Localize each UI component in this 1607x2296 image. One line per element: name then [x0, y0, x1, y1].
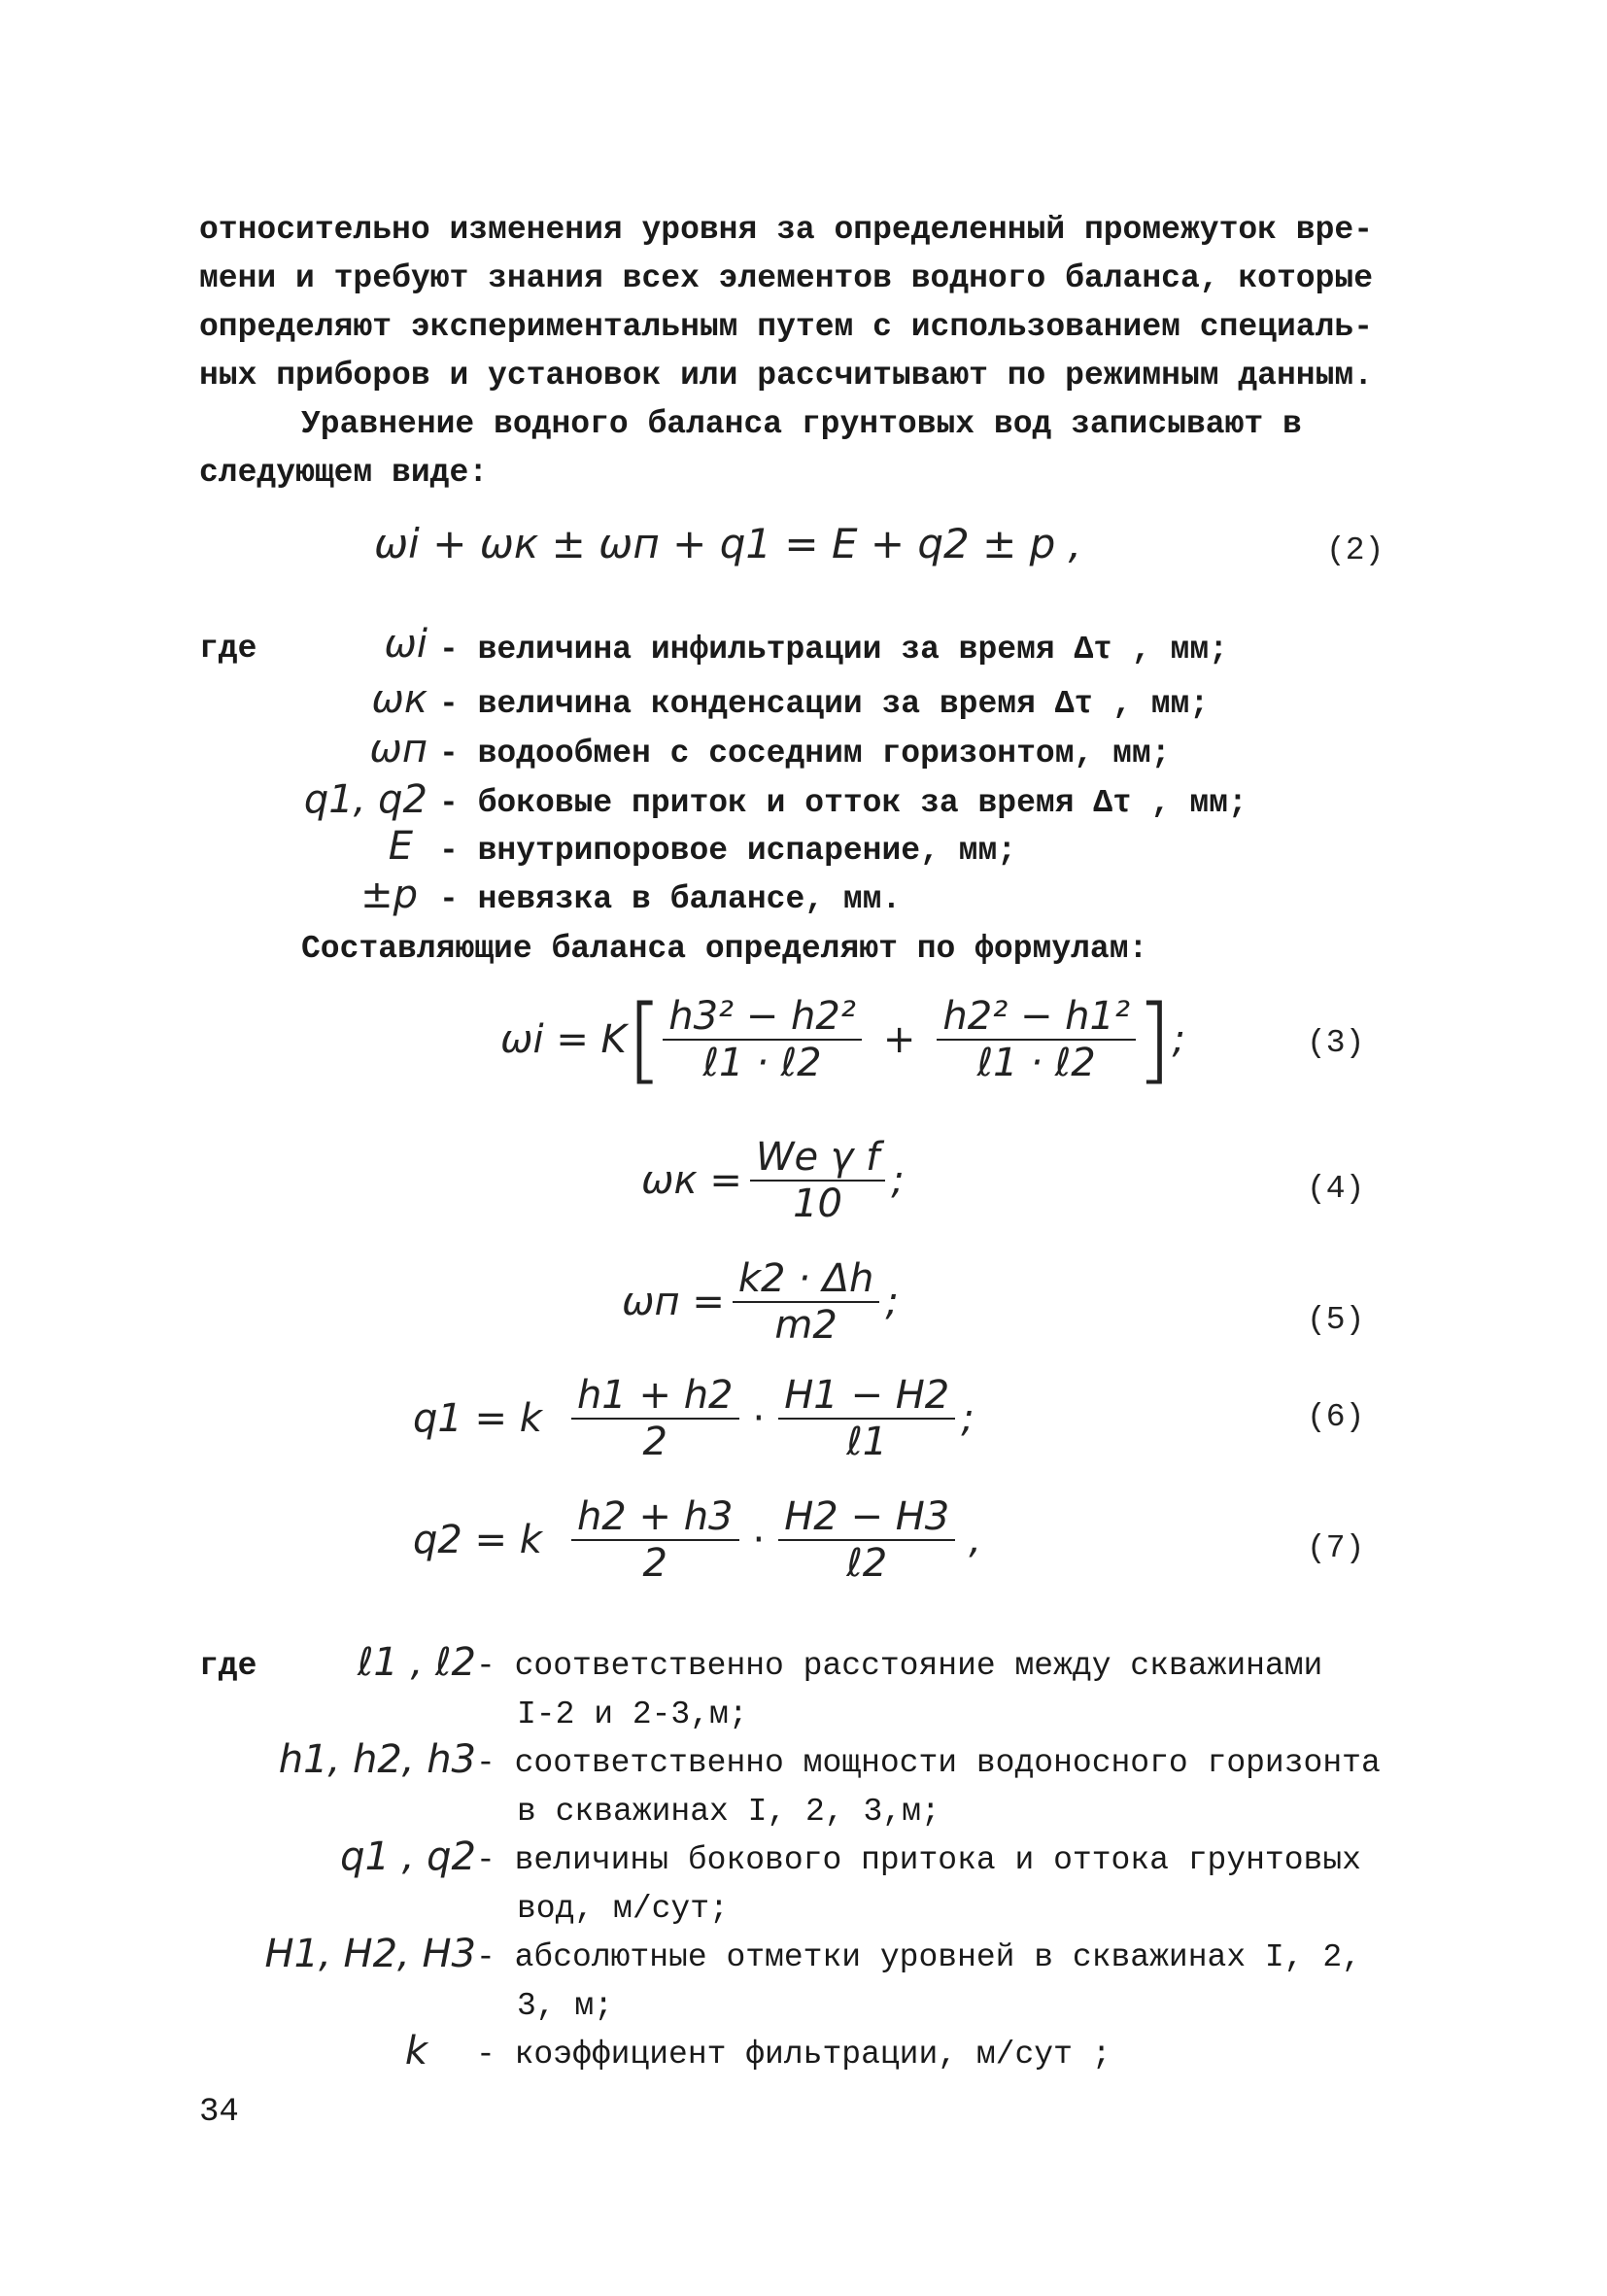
symbol-h1-h2-h3: h1, h2, h3: [278, 1737, 476, 1782]
equation-number-6: (6): [1307, 1399, 1365, 1435]
terminator: ;: [891, 1158, 905, 1203]
fraction: [937, 994, 1136, 1085]
definition-line: вод, м/сут;: [517, 1891, 729, 1927]
definition-text: - внутрипоровое испарение, мм;: [439, 833, 1017, 869]
denominator: ℓ1: [846, 1420, 888, 1464]
equation-3-lhs: ωi = K: [500, 1017, 627, 1062]
definition-text: - величина инфильтрации за время Δτ , мм;: [439, 632, 1228, 668]
fraction: [571, 1373, 739, 1464]
paragraph-line: относительно изменения уровня за определенный промежуток вре-: [199, 212, 1373, 248]
definition-line: - абсолютные отметки уровней в скважинах I, 2,: [476, 1939, 1361, 1975]
denominator: m2: [774, 1303, 838, 1348]
definition-text: - невязка в балансе, мм.: [439, 881, 902, 917]
paragraph-line: мени и требуют знания всех элементов водного баланса, которые: [199, 260, 1373, 296]
numerator: h1 + h2: [571, 1373, 739, 1420]
paragraph-line: ных приборов и установок или рассчитывают по режимным данным.: [199, 358, 1373, 394]
equation-number-3: (3): [1307, 1025, 1365, 1061]
symbol-H1-H2-H3: H1, H2, H3: [264, 1932, 476, 1976]
numerator: Wе γ f: [750, 1135, 885, 1182]
denominator: 10: [793, 1182, 843, 1226]
definition-text: - водообмен с соседним горизонтом, мм;: [439, 736, 1171, 771]
numerator: H2 − H3: [778, 1494, 955, 1541]
denominator: 2: [642, 1420, 667, 1464]
where-label: где: [199, 1648, 257, 1684]
left-bracket: [: [626, 985, 664, 1094]
multiplication-dot: ·: [752, 1396, 766, 1441]
equation-5-lhs: ωп =: [622, 1280, 725, 1324]
definition-line: - соответственно расстояние между скважинами: [476, 1648, 1323, 1684]
equation-number-7: (7): [1307, 1530, 1365, 1566]
page-number: 34: [199, 2094, 239, 2131]
numerator: H1 − H2: [778, 1373, 955, 1420]
denominator: 2: [642, 1541, 667, 1586]
symbol-q1-q2: q1 , q2: [340, 1834, 476, 1879]
equation-number-5: (5): [1307, 1302, 1365, 1338]
symbol-e: E: [388, 824, 413, 869]
terminator: ,: [969, 1518, 981, 1562]
definition-line: 3, м;: [517, 1988, 614, 2024]
definition-line: в скважинах I, 2, 3,м;: [517, 1794, 940, 1830]
fraction: [778, 1494, 955, 1586]
fraction: [733, 1256, 879, 1348]
equation-number-2: (2): [1326, 532, 1385, 568]
equation-7: [413, 1482, 981, 1598]
symbol-omega-p: ωп: [369, 727, 427, 771]
numerator: h2² − h1²: [937, 994, 1136, 1041]
paragraph-line: определяют экспериментальным путем с использованием специаль-: [199, 309, 1373, 345]
terminator: ;: [961, 1396, 974, 1441]
equation-4-lhs: ωк =: [641, 1158, 742, 1203]
fraction: [778, 1373, 955, 1464]
definition-text: - боковые приток и отток за время Δτ , мм;: [439, 785, 1248, 821]
terminator: ;: [885, 1280, 899, 1324]
denominator: ℓ1 · ℓ2: [702, 1041, 822, 1085]
right-bracket: ]: [1136, 985, 1173, 1094]
equation-6: [413, 1360, 974, 1477]
paragraph-line: Уравнение водного баланса грунтовых вод записывают в: [301, 406, 1302, 442]
fraction: [571, 1494, 739, 1586]
equation-4: [641, 1127, 905, 1234]
denominator: ℓ2: [846, 1541, 888, 1586]
numerator: h2 + h3: [571, 1494, 739, 1541]
equation-3: [500, 977, 1185, 1103]
numerator: h3² − h2²: [663, 994, 862, 1041]
fraction: [750, 1135, 885, 1226]
equation-number-4: (4): [1307, 1171, 1365, 1207]
symbol-q1-q2: q1, q2: [303, 777, 427, 822]
denominator: ℓ1 · ℓ2: [976, 1041, 1096, 1085]
equation-5: [622, 1249, 899, 1355]
symbol-l1-l2: ℓ1 , ℓ2: [357, 1640, 476, 1685]
plus-sign: +: [882, 1017, 916, 1062]
symbol-k: k: [404, 2029, 427, 2073]
equation-7-lhs: q2 = k: [413, 1518, 542, 1562]
terminator: ;: [1172, 1017, 1185, 1062]
multiplication-dot: ·: [752, 1518, 766, 1562]
symbol-plus-minus-p: ±p: [360, 873, 418, 917]
components-intro: Составляющие баланса определяют по формулам:: [301, 931, 1148, 967]
where-label: где: [199, 631, 257, 667]
definition-line: - величины бокового притока и оттока грунтовых: [476, 1842, 1361, 1878]
definition-line: I-2 и 2-3,м;: [517, 1696, 748, 1732]
symbol-omega-i: ωi: [384, 622, 427, 667]
fraction: [663, 994, 862, 1085]
symbol-omega-k: ωк: [371, 677, 427, 722]
definition-line: - коэффициент фильтрации, м/сут ;: [476, 2037, 1111, 2073]
paragraph-line: следующем виде:: [199, 455, 489, 491]
definition-text: - величина конденсации за время Δτ , мм;: [439, 686, 1210, 722]
definition-line: - соответственно мощности водоносного горизонта: [476, 1745, 1381, 1781]
equation-6-lhs: q1 = k: [413, 1396, 542, 1441]
numerator: k2 · Δh: [733, 1256, 879, 1303]
equation-2: ωi + ωк ± ωп + q1 = E + q2 ± p ,: [374, 520, 1082, 567]
